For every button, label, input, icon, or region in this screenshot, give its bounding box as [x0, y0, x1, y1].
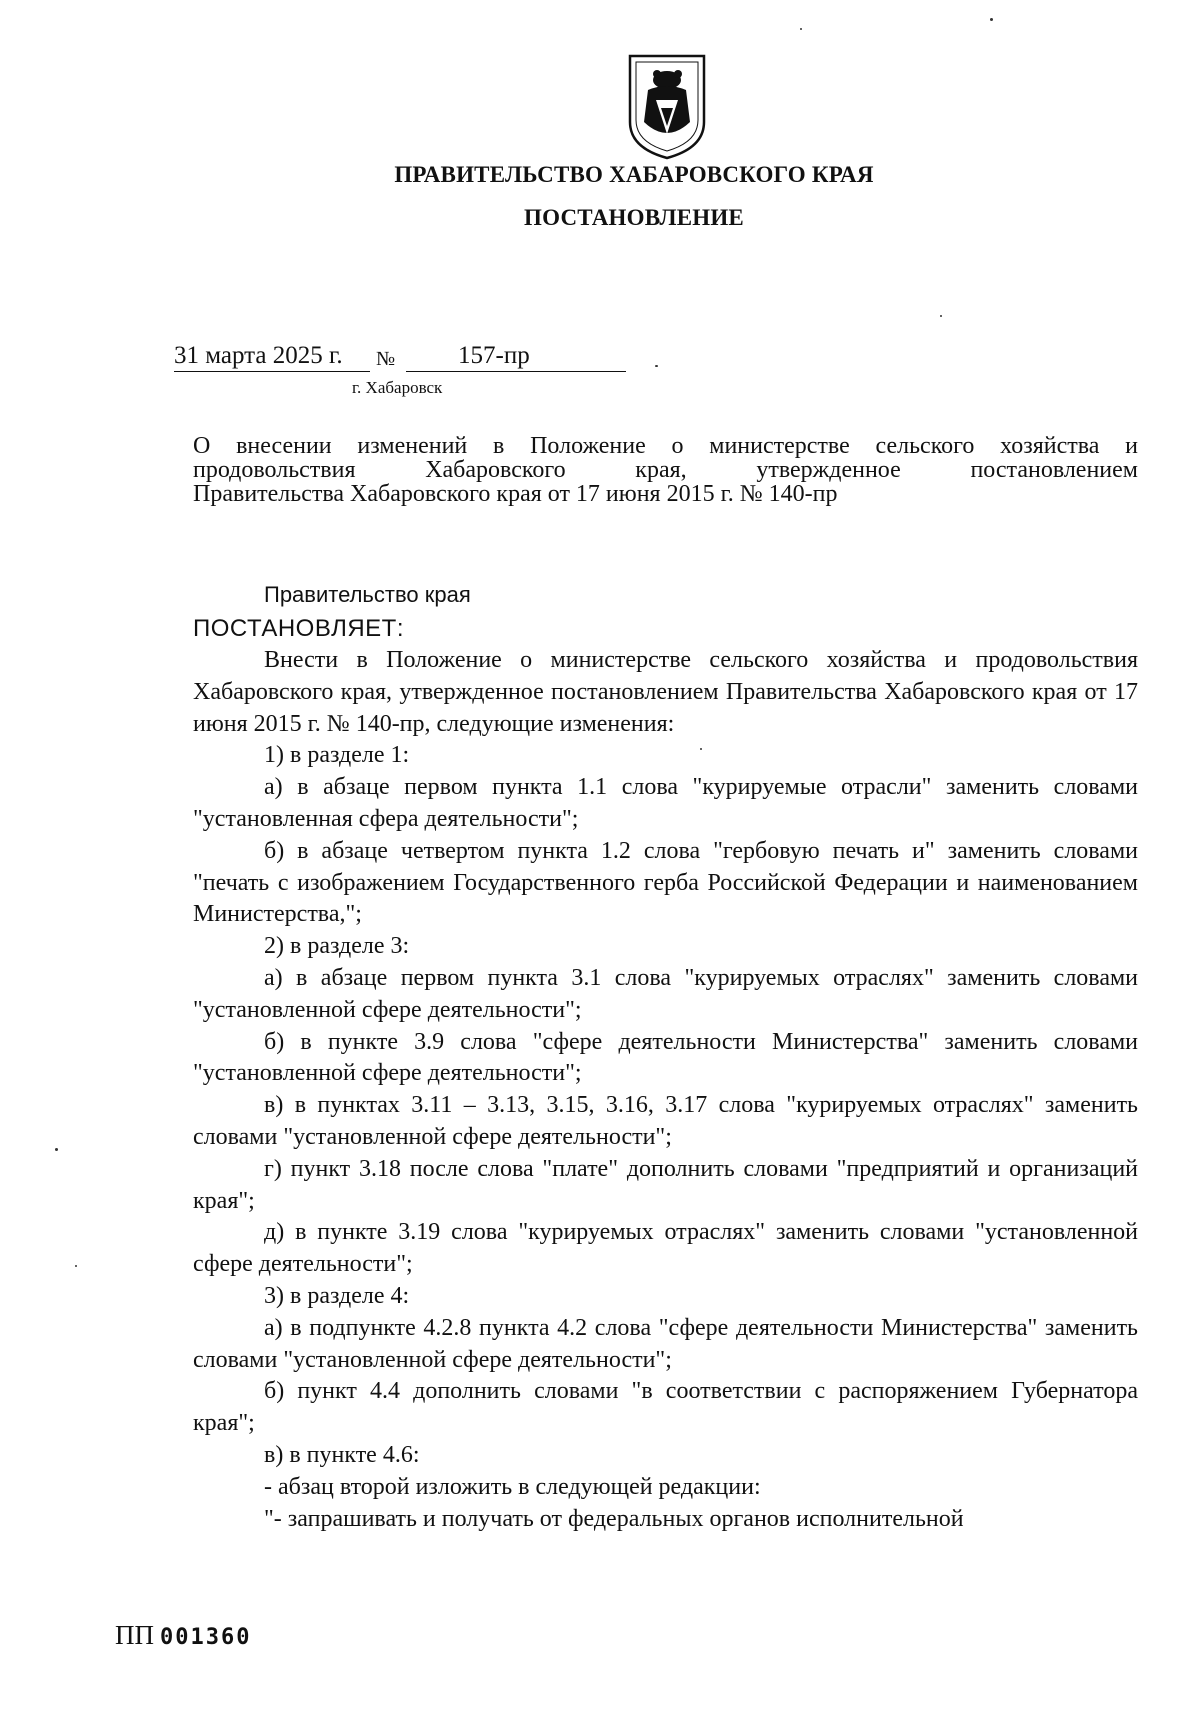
scan-speck: [655, 365, 658, 367]
footer-prefix: ПП: [115, 1620, 154, 1650]
body-paragraph: 3) в разделе 4:: [264, 1282, 410, 1309]
body-paragraph: г) пункт 3.18 после слова "плате" дополнить словами "предприятий и организаций края";: [193, 1155, 1138, 1214]
scan-speck: [700, 748, 702, 750]
government-title: ПРАВИТЕЛЬСТВО ХАБАРОВСКОГО КРАЯ: [394, 162, 874, 187]
preamble-government: Правительство края: [264, 582, 471, 607]
body-paragraph: б) в абзаце четвертом пункта 1.2 слова "гербовую печать и" заменить словами "печать с изображением Государственного герба Российской Федерации и наименованием Министерства,";: [193, 837, 1138, 928]
document-type-title: ПОСТАНОВЛЕНИЕ: [524, 205, 744, 230]
preamble-decrees: ПОСТАНОВЛЯЕТ:: [193, 615, 404, 642]
number-sign: №: [376, 348, 396, 370]
body-paragraph: д) в пункте 3.19 слова "курируемых отраслях" заменить словами "установленной сфере деятельности";: [193, 1219, 1138, 1278]
scan-speck: [800, 28, 802, 30]
body-paragraph: б) в пункте 3.9 слова "сфере деятельности Министерства" заменить словами "установленной сфере деятельности";: [193, 1028, 1138, 1087]
body-paragraph: а) в подпункте 4.2.8 пункта 4.2 слова "сфере деятельности Министерства" заменить словами "установленной сфере деятельности";: [193, 1314, 1138, 1373]
body-paragraph: - абзац второй изложить в следующей редакции:: [264, 1473, 761, 1500]
footer-code: [115, 1620, 251, 1651]
body-paragraph: б) пункт 4.4 дополнить словами "в соответствии с распоряжением Губернатора края";: [193, 1378, 1138, 1437]
body-paragraph: Внести в Положение о министерстве сельского хозяйства и продовольствия Хабаровского края, утвержденное постановлением Правительства Хабаровского края от 17 июня 2015 г. № 140-пр, следующие изменения:: [193, 647, 1138, 737]
subject-line: Правительства Хабаровского края от 17 июня 2015 г. № 140-пр: [193, 481, 838, 507]
coat-of-arms-icon: [626, 52, 708, 162]
body-paragraph: а) в абзаце первом пункта 1.1 слова "курируемые отрасли" заменить словами "установленная сфера деятельности";: [193, 774, 1138, 832]
subject-line: О внесении изменений в Положение о министерстве сельского хозяйства и: [193, 433, 1138, 459]
scan-speck: [990, 18, 993, 21]
document-number: 157-пр: [406, 342, 626, 372]
body-paragraph: в) в пункте 4.6:: [264, 1441, 420, 1468]
footer-number: 001360: [160, 1625, 252, 1650]
body-paragraph: 1) в разделе 1:: [264, 742, 410, 769]
body-paragraph: а) в абзаце первом пункта 3.1 слова "курируемых отраслях" заменить словами "установленной сфере деятельности";: [193, 964, 1138, 1023]
body-paragraph: "- запрашивать и получать от федеральных органов исполнительной: [264, 1505, 964, 1532]
document-subject: [193, 434, 1138, 506]
subject-line: продовольствия Хабаровского края, утвержденное постановлением: [193, 457, 1138, 483]
scan-speck: [75, 1265, 77, 1267]
body-paragraph: в) в пунктах 3.11 – 3.13, 3.15, 3.16, 3.17 слова "курируемых отраслях" заменить словами "установленной сфере деятельности";: [193, 1092, 1138, 1150]
document-body: [193, 645, 1138, 1535]
body-paragraph: 2) в разделе 3:: [264, 933, 410, 960]
document-city: г. Хабаровск: [352, 378, 443, 397]
document-date: 31 марта 2025 г.: [174, 342, 370, 372]
scan-speck: [940, 315, 942, 317]
scan-speck: [55, 1148, 58, 1151]
